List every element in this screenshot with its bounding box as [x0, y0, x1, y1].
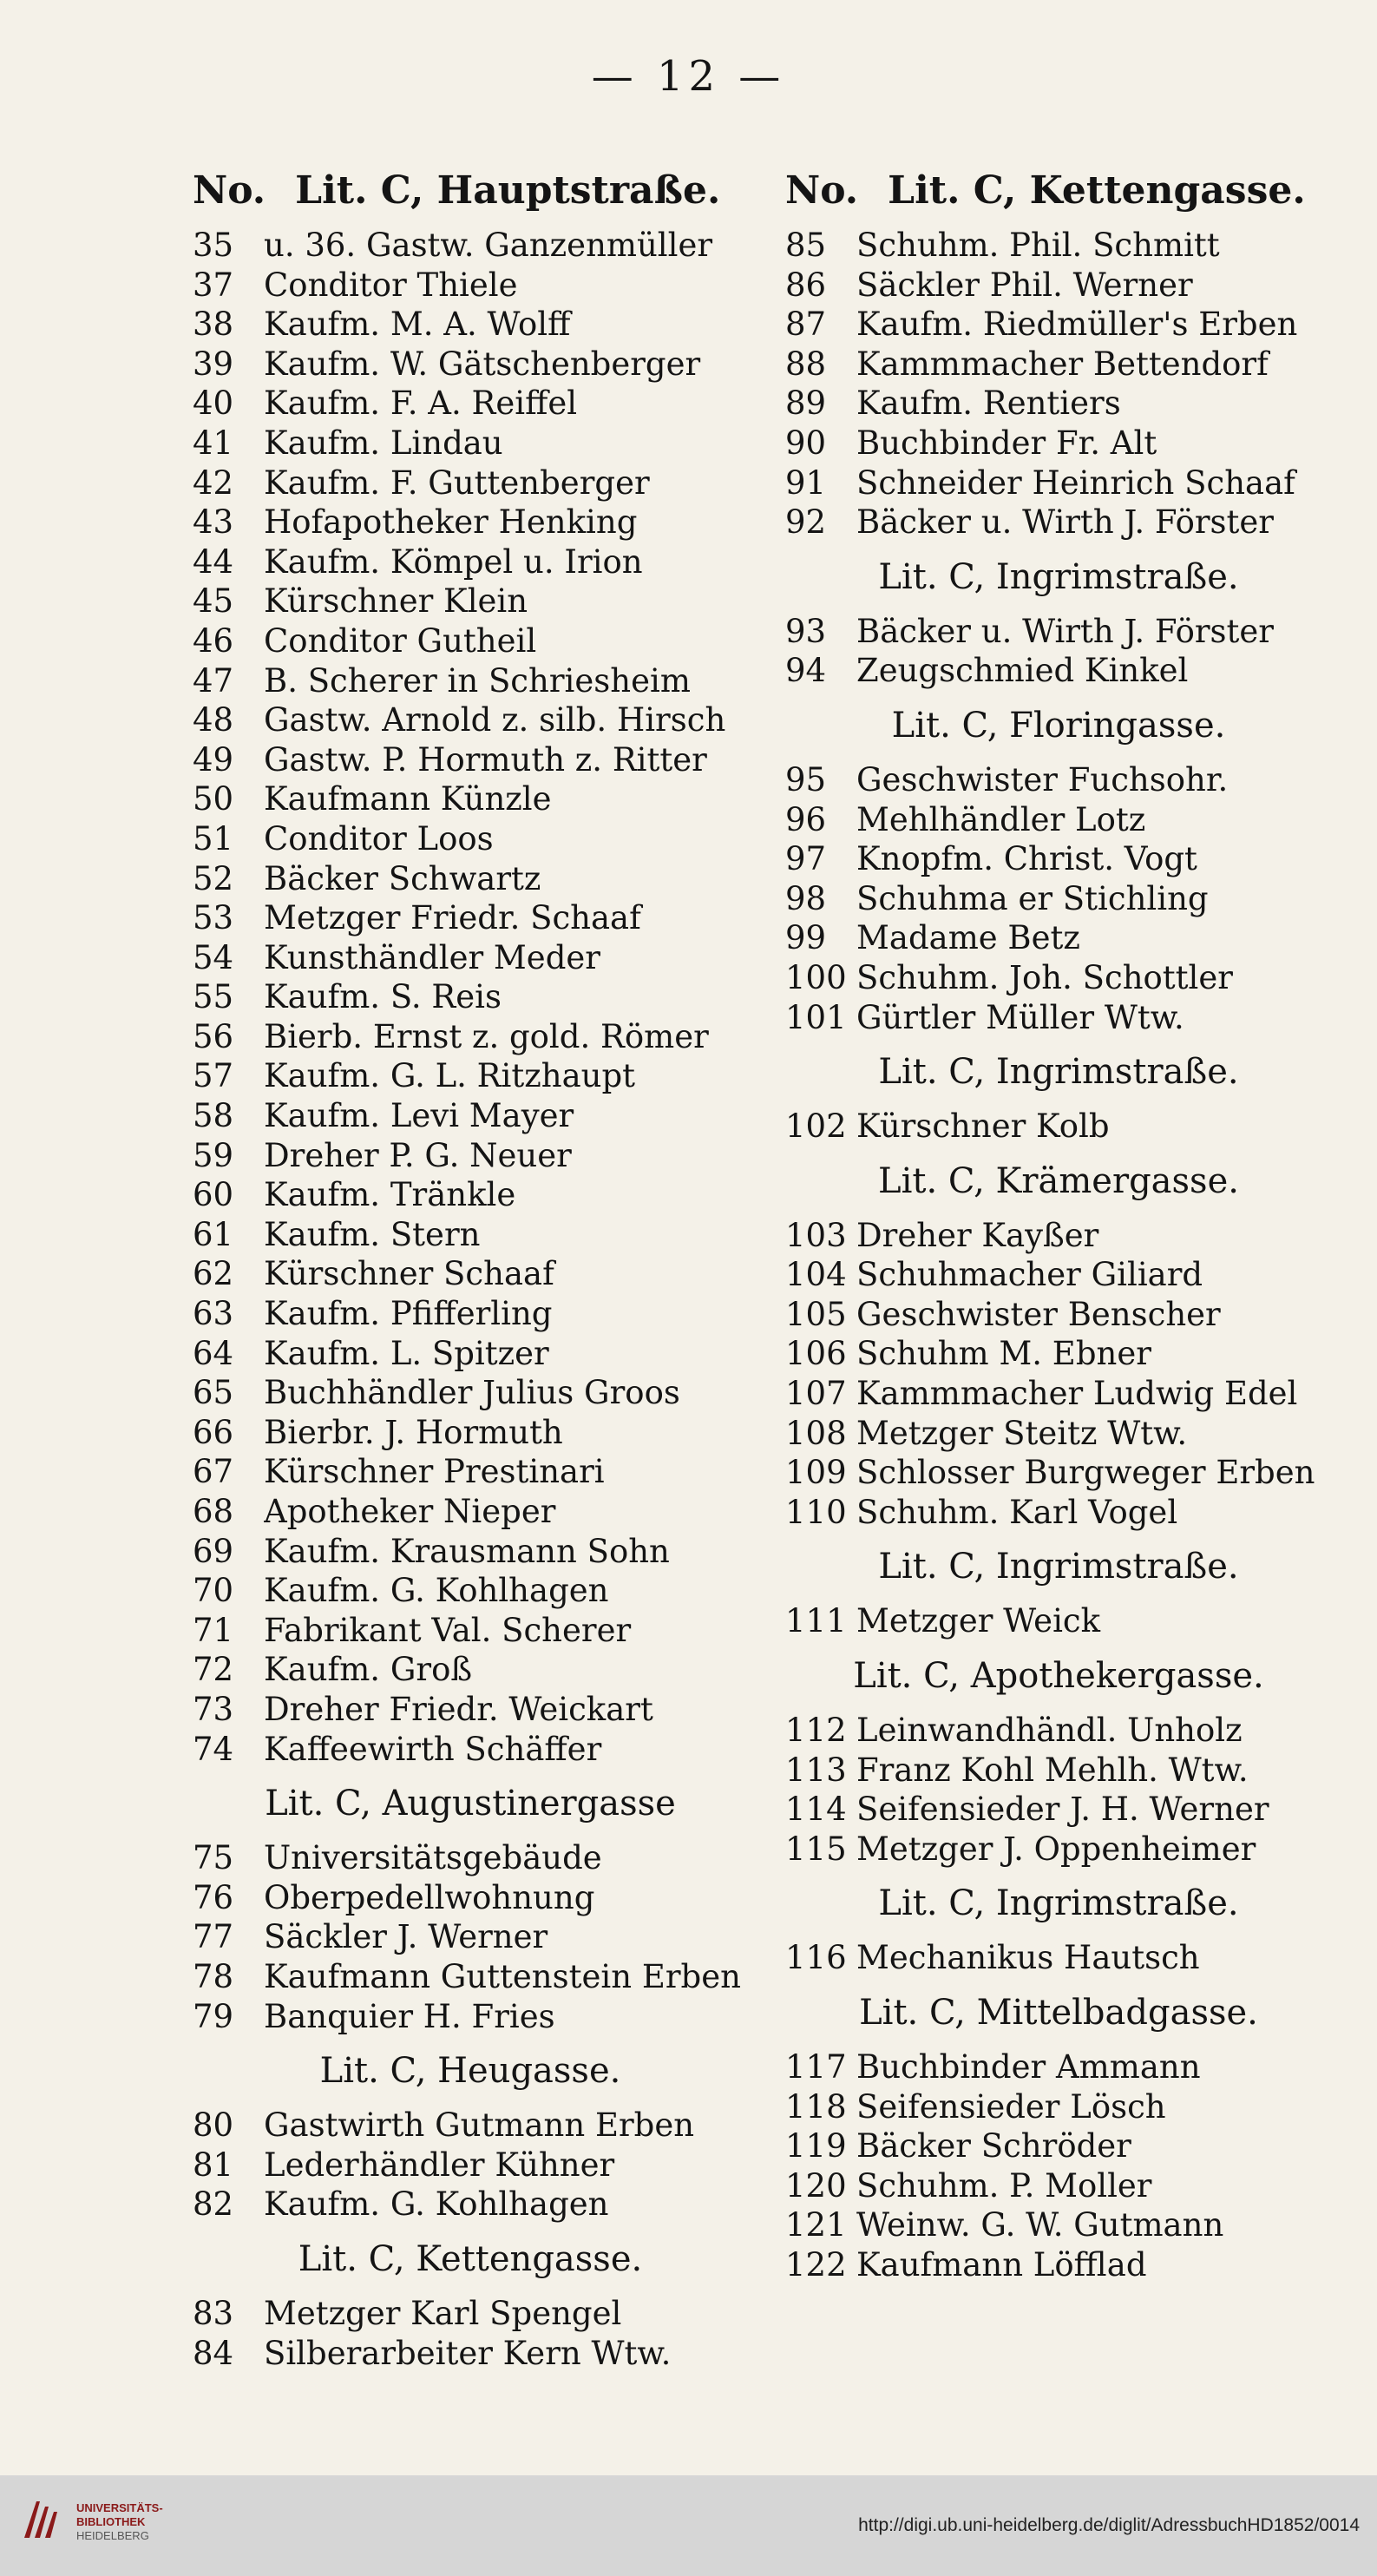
directory-row [193, 1215, 748, 1255]
directory-row [785, 958, 1332, 998]
directory-row [193, 700, 748, 740]
resident-name: Kaufm. G. L. Ritzhaupt [264, 1057, 636, 1095]
resident-name: Schuhm M. Ebner [856, 1335, 1151, 1373]
directory-row [785, 1751, 1332, 1791]
house-number: 122 [785, 2245, 847, 2284]
directory-row [785, 760, 1332, 800]
directory-row [785, 2205, 1332, 2245]
house-number: 62 [193, 1255, 234, 1293]
resident-name: Kaufmann Künzle [264, 780, 552, 818]
resident-name: Kaufm. Kömpel u. Irion [264, 542, 643, 581]
resident-name: Buchbinder Ammann [856, 2048, 1201, 2086]
directory-row [785, 918, 1332, 958]
resident-name: Dreher P. G. Neuer [264, 1136, 572, 1174]
street-heading: Lit. C, Ingrimstraße. [878, 1883, 1239, 1924]
directory-row [193, 938, 748, 978]
directory-row [785, 879, 1332, 919]
house-number: 121 [785, 2206, 847, 2244]
directory-row [193, 819, 748, 859]
house-number: 55 [193, 978, 234, 1016]
directory-row [785, 503, 1332, 542]
column-header-section: Lit. C, Kettengasse. [888, 168, 1306, 213]
house-number: 87 [785, 306, 827, 344]
directory-row [785, 1414, 1332, 1454]
resident-name: Leinwandhändl. Unholz [856, 1712, 1243, 1750]
house-number: 39 [193, 345, 234, 383]
resident-name: Metzger Friedr. Schaaf [264, 899, 641, 937]
resident-name: Kaufm. G. Kohlhagen [264, 1572, 609, 1610]
directory-row [785, 612, 1332, 652]
resident-name: Kammmacher Ludwig Edel [856, 1375, 1298, 1413]
directory-row [193, 779, 748, 819]
house-number: 83 [193, 2294, 234, 2332]
resident-name: Kürschner Kolb [856, 1107, 1110, 1146]
house-number: 51 [193, 819, 234, 858]
resident-name: Fabrikant Val. Scherer [264, 1611, 632, 1649]
directory-row [193, 424, 748, 463]
street-heading: Lit. C, Mittelbadgasse. [859, 1993, 1258, 2033]
source-url[interactable]: http://digi.ub.uni-heidelberg.de/diglit/AdressbuchHD1852/0014 [858, 2515, 1360, 2535]
directory-row [785, 1453, 1332, 1493]
directory-row [193, 1611, 748, 1651]
column-header [193, 156, 748, 226]
resident-name: Zeugschmied Kinkel [856, 652, 1189, 690]
resident-name: Kaufm. L. Spitzer [264, 1334, 549, 1372]
resident-name: Mehlhändler Lotz [856, 800, 1146, 838]
house-number: 89 [785, 384, 827, 423]
directory-row [193, 1096, 748, 1136]
house-number: 96 [785, 800, 827, 838]
directory-row [785, 266, 1332, 306]
house-number: 104 [785, 1256, 847, 1294]
directory-row [193, 226, 748, 266]
house-number: 97 [785, 840, 827, 878]
resident-name: Kaufm. Lindau [264, 424, 503, 462]
house-number: 66 [193, 1413, 234, 1451]
directory-row [785, 1493, 1332, 1533]
resident-name: Metzger Steitz Wtw. [856, 1414, 1188, 1452]
resident-name: Mechanikus Hautsch [856, 1939, 1200, 1977]
house-number: 75 [193, 1839, 234, 1877]
house-number: 63 [193, 1295, 234, 1333]
library-logo-icon [19, 2494, 68, 2543]
house-number: 35 [193, 227, 234, 264]
house-number: 98 [785, 879, 827, 917]
directory-row [193, 1294, 748, 1334]
resident-name: Kaufm. S. Reis [264, 978, 502, 1016]
house-number: 71 [193, 1611, 234, 1649]
house-number: 49 [193, 740, 234, 779]
directory-row [193, 1838, 748, 1878]
resident-name: Bierb. Ernst z. gold. Römer [264, 1017, 709, 1055]
house-number: 76 [193, 1878, 234, 1916]
house-number: 38 [193, 306, 234, 344]
house-number: 113 [785, 1751, 847, 1789]
house-number: 46 [193, 621, 234, 660]
resident-name: Kunsthändler Meder [264, 938, 600, 976]
house-number: 107 [785, 1375, 847, 1413]
directory-row [193, 1917, 748, 1957]
resident-name: Säckler J. Werner [264, 1918, 548, 1956]
directory-row [193, 2334, 748, 2374]
directory-row [193, 661, 748, 701]
house-number: 119 [785, 2127, 847, 2165]
house-number: 103 [785, 1216, 847, 1254]
directory-row [785, 1216, 1332, 1256]
directory-row [193, 305, 748, 345]
resident-name: Schuhma er Stichling [856, 879, 1209, 917]
house-number: 45 [193, 582, 234, 621]
resident-name: Geschwister Fuchsohr. [856, 760, 1229, 798]
directory-row [785, 305, 1332, 345]
house-number: 115 [785, 1830, 847, 1868]
resident-name: Kaufm. Pfifferling [264, 1295, 553, 1333]
left-column [193, 156, 748, 2373]
house-number: 43 [193, 503, 234, 542]
resident-name: Kaufm. Rentiers [856, 384, 1121, 423]
directory-row [193, 1878, 748, 1918]
resident-name: Kaufm. M. A. Wolff [264, 306, 571, 344]
resident-name: Conditor Thiele [264, 266, 518, 304]
directory-row [785, 424, 1332, 463]
directory-row [785, 1334, 1332, 1374]
house-number: 57 [193, 1057, 234, 1095]
house-number: 73 [193, 1690, 234, 1728]
street-heading: Lit. C, Apothekergasse. [853, 1656, 1264, 1697]
resident-name: Kaufm. Levi Mayer [264, 1097, 574, 1135]
directory-row [785, 1255, 1332, 1295]
directory-row [193, 1175, 748, 1215]
directory-row [193, 1334, 748, 1374]
house-number: 53 [193, 899, 234, 937]
directory-row [785, 1295, 1332, 1335]
house-number: 80 [193, 2106, 234, 2145]
resident-name: Gastw. Arnold z. silb. Hirsch [264, 701, 726, 739]
directory-row [785, 226, 1332, 266]
resident-name: Buchbinder Fr. Alt [856, 424, 1157, 462]
directory-row [193, 898, 748, 938]
column-no-label: No. [193, 168, 266, 213]
directory-row [193, 384, 748, 424]
resident-name: Kaufm. Groß [264, 1651, 473, 1689]
house-number: 69 [193, 1532, 234, 1570]
directory-row [193, 266, 748, 306]
directory-row [193, 2106, 748, 2146]
house-number: 110 [785, 1493, 847, 1531]
directory-row [785, 345, 1332, 384]
directory-row [193, 1373, 748, 1413]
resident-name: Kaufm. G. Kohlhagen [264, 2185, 609, 2224]
column-no-label: No. [785, 168, 859, 213]
street-heading: Lit. C, Krämergasse. [878, 1160, 1239, 1201]
directory-row [193, 1452, 748, 1492]
resident-name: Dreher Friedr. Weickart [264, 1690, 653, 1728]
resident-name: u. 36. Gastw. Ganzenmüller [264, 227, 713, 264]
house-number: 42 [193, 463, 234, 502]
resident-name: Kürschner Prestinari [264, 1453, 605, 1491]
resident-name: Apotheker Nieper [264, 1493, 556, 1530]
directory-row [193, 1492, 748, 1532]
house-number: 99 [785, 919, 827, 957]
house-number: 67 [193, 1453, 234, 1491]
house-number: 100 [785, 958, 847, 996]
directory-row [785, 1107, 1332, 1147]
directory-row [785, 2166, 1332, 2206]
house-number: 54 [193, 938, 234, 976]
house-number: 95 [785, 760, 827, 798]
directory-row [785, 2087, 1332, 2127]
house-number: 82 [193, 2185, 234, 2224]
directory-row [193, 2146, 748, 2185]
resident-name: Universitätsgebäude [264, 1839, 602, 1877]
directory-row [785, 1938, 1332, 1978]
resident-name: Kaffeewirth Schäffer [264, 1730, 602, 1768]
house-number: 44 [193, 542, 234, 581]
directory-row [193, 1571, 748, 1611]
directory-row [785, 2126, 1332, 2166]
directory-row [193, 542, 748, 582]
house-number: 52 [193, 859, 234, 897]
directory-row [193, 1254, 748, 1294]
resident-name: Silberarbeiter Kern Wtw. [264, 2334, 672, 2372]
resident-name: Bierbr. J. Hormuth [264, 1413, 563, 1451]
resident-name: Kürschner Klein [264, 582, 528, 621]
directory-row [193, 1136, 748, 1176]
directory-row [785, 1790, 1332, 1830]
resident-name: Lederhändler Kühner [264, 2146, 615, 2184]
library-name: UNIVERSITÄTS- BIBLIOTHEK HEIDELBERG [76, 2501, 163, 2542]
house-number: 91 [785, 463, 827, 502]
resident-name: Weinw. G. W. Gutmann [856, 2206, 1224, 2244]
house-number: 37 [193, 266, 234, 304]
resident-name: Franz Kohl Mehlh. Wtw. [856, 1751, 1249, 1789]
directory-row [785, 651, 1332, 691]
house-number: 81 [193, 2146, 234, 2184]
directory-row [193, 1957, 748, 1997]
house-number: 56 [193, 1017, 234, 1055]
house-number: 92 [785, 503, 827, 542]
directory-row [193, 503, 748, 542]
street-heading: Lit. C, Augustinergasse [265, 1784, 676, 1824]
resident-name: Oberpedellwohnung [264, 1878, 595, 1916]
resident-name: Kaufm. Stern [264, 1215, 481, 1253]
resident-name: Dreher Kayßer [856, 1216, 1099, 1254]
directory-row [785, 839, 1332, 879]
house-number: 90 [785, 424, 827, 462]
house-number: 114 [785, 1791, 847, 1829]
directory-row [193, 582, 748, 621]
resident-name: Conditor Loos [264, 819, 494, 858]
house-number: 117 [785, 2048, 847, 2086]
street-heading: Lit. C, Ingrimstraße. [878, 1547, 1239, 1587]
directory-row [193, 1532, 748, 1572]
directory-row [193, 859, 748, 899]
directory-row [193, 1017, 748, 1057]
house-number: 77 [193, 1918, 234, 1956]
house-number: 50 [193, 780, 234, 818]
directory-row [785, 2245, 1332, 2285]
house-number: 64 [193, 1334, 234, 1372]
resident-name: Bäcker Schröder [856, 2127, 1131, 2165]
resident-name: Hofapotheker Henking [264, 503, 638, 542]
directory-row [193, 1056, 748, 1096]
page-number: — 12 — [591, 52, 786, 101]
house-number: 109 [785, 1454, 847, 1492]
street-heading: Lit. C, Ingrimstraße. [878, 556, 1239, 597]
directory-row [193, 1650, 748, 1690]
resident-name: Kammmacher Bettendorf [856, 345, 1269, 383]
resident-name: Schneider Heinrich Schaaf [856, 463, 1295, 502]
house-number: 78 [193, 1957, 234, 1995]
resident-name: Säckler Phil. Werner [856, 266, 1193, 304]
resident-name: B. Scherer in Schriesheim [264, 661, 691, 700]
house-number: 60 [193, 1176, 234, 1214]
resident-name: Schuhm. Karl Vogel [856, 1493, 1178, 1531]
house-number: 118 [785, 2087, 847, 2126]
directory-row [193, 2294, 748, 2334]
house-number: 88 [785, 345, 827, 383]
directory-row [785, 800, 1332, 840]
directory-row [785, 2047, 1332, 2087]
house-number: 74 [193, 1730, 234, 1768]
house-number: 85 [785, 227, 827, 264]
resident-name: Metzger J. Oppenheimer [856, 1830, 1256, 1868]
resident-name: Seifensieder Lösch [856, 2087, 1166, 2126]
house-number: 106 [785, 1335, 847, 1373]
house-number: 48 [193, 701, 234, 739]
street-heading: Lit. C, Kettengasse. [298, 2238, 643, 2279]
directory-row [785, 998, 1332, 1038]
house-number: 116 [785, 1939, 847, 1977]
directory-row [193, 1690, 748, 1730]
footer-bar [0, 2475, 1377, 2576]
house-number: 41 [193, 424, 234, 462]
directory-row [193, 1413, 748, 1453]
right-column [785, 156, 1332, 2285]
directory-row [193, 345, 748, 384]
street-heading: Lit. C, Ingrimstraße. [878, 1052, 1239, 1093]
resident-name: Kaufm. Riedmüller's Erben [856, 306, 1298, 344]
resident-name: Metzger Karl Spengel [264, 2294, 622, 2332]
directory-row [785, 1830, 1332, 1870]
resident-name: Kaufm. F. A. Reiffel [264, 384, 578, 423]
column-header-section: Lit. C, Hauptstraße. [295, 168, 721, 213]
column-header [785, 156, 1332, 226]
resident-name: Schuhm. Phil. Schmitt [856, 227, 1220, 264]
house-number: 84 [193, 2334, 234, 2372]
house-number: 61 [193, 1215, 234, 1253]
resident-name: Knopfm. Christ. Vogt [856, 840, 1197, 878]
resident-name: Kaufm. F. Guttenberger [264, 463, 650, 502]
resident-name: Kürschner Schaaf [264, 1255, 554, 1293]
house-number: 79 [193, 1997, 234, 2035]
resident-name: Geschwister Benscher [856, 1295, 1221, 1333]
resident-name: Kaufm. Krausmann Sohn [264, 1532, 670, 1570]
directory-row [193, 740, 748, 780]
house-number: 59 [193, 1136, 234, 1174]
street-heading: Lit. C, Floringasse. [891, 705, 1226, 746]
resident-name: Buchhändler Julius Groos [264, 1374, 680, 1412]
house-number: 105 [785, 1295, 847, 1333]
directory-row [193, 977, 748, 1017]
house-number: 70 [193, 1572, 234, 1610]
resident-name: Kaufm. W. Gätschenberger [264, 345, 701, 383]
house-number: 58 [193, 1097, 234, 1135]
house-number: 72 [193, 1651, 234, 1689]
resident-name: Bäcker Schwartz [264, 859, 541, 897]
house-number: 111 [785, 1602, 847, 1640]
house-number: 47 [193, 661, 234, 700]
resident-name: Seifensieder J. H. Werner [856, 1791, 1269, 1829]
resident-name: Banquier H. Fries [264, 1997, 555, 2035]
house-number: 65 [193, 1374, 234, 1412]
resident-name: Schuhmacher Giliard [856, 1256, 1203, 1294]
house-number: 93 [785, 612, 827, 650]
house-number: 120 [785, 2166, 847, 2205]
directory-row [785, 1374, 1332, 1414]
house-number: 40 [193, 384, 234, 423]
resident-name: Bäcker u. Wirth J. Förster [856, 503, 1274, 542]
directory-row [785, 1711, 1332, 1751]
resident-name: Schuhm. Joh. Schottler [856, 958, 1233, 996]
house-number: 102 [785, 1107, 847, 1146]
resident-name: Madame Betz [856, 919, 1080, 957]
resident-name: Schlosser Burgweger Erben [856, 1454, 1315, 1492]
house-number: 86 [785, 266, 827, 304]
house-number: 101 [785, 998, 847, 1036]
directory-row [193, 2185, 748, 2224]
resident-name: Kaufm. Tränkle [264, 1176, 516, 1214]
resident-name: Kaufmann Guttenstein Erben [264, 1957, 741, 1995]
resident-name: Gürtler Müller Wtw. [856, 998, 1184, 1036]
directory-row [785, 1601, 1332, 1641]
directory-row [785, 463, 1332, 503]
resident-name: Gastwirth Gutmann Erben [264, 2106, 695, 2145]
house-number: 112 [785, 1712, 847, 1750]
directory-row [193, 463, 748, 503]
resident-name: Schuhm. P. Moller [856, 2166, 1152, 2205]
resident-name: Bäcker u. Wirth J. Förster [856, 612, 1274, 650]
resident-name: Gastw. P. Hormuth z. Ritter [264, 740, 707, 779]
house-number: 108 [785, 1414, 847, 1452]
house-number: 94 [785, 652, 827, 690]
directory-row [193, 1997, 748, 2037]
directory-row [193, 621, 748, 661]
house-number: 68 [193, 1493, 234, 1530]
resident-name: Conditor Gutheil [264, 621, 537, 660]
directory-row [193, 1730, 748, 1770]
directory-row [785, 384, 1332, 424]
resident-name: Kaufmann Löfflad [856, 2245, 1147, 2284]
street-heading: Lit. C, Heugasse. [319, 2051, 621, 2092]
resident-name: Metzger Weick [856, 1602, 1101, 1640]
